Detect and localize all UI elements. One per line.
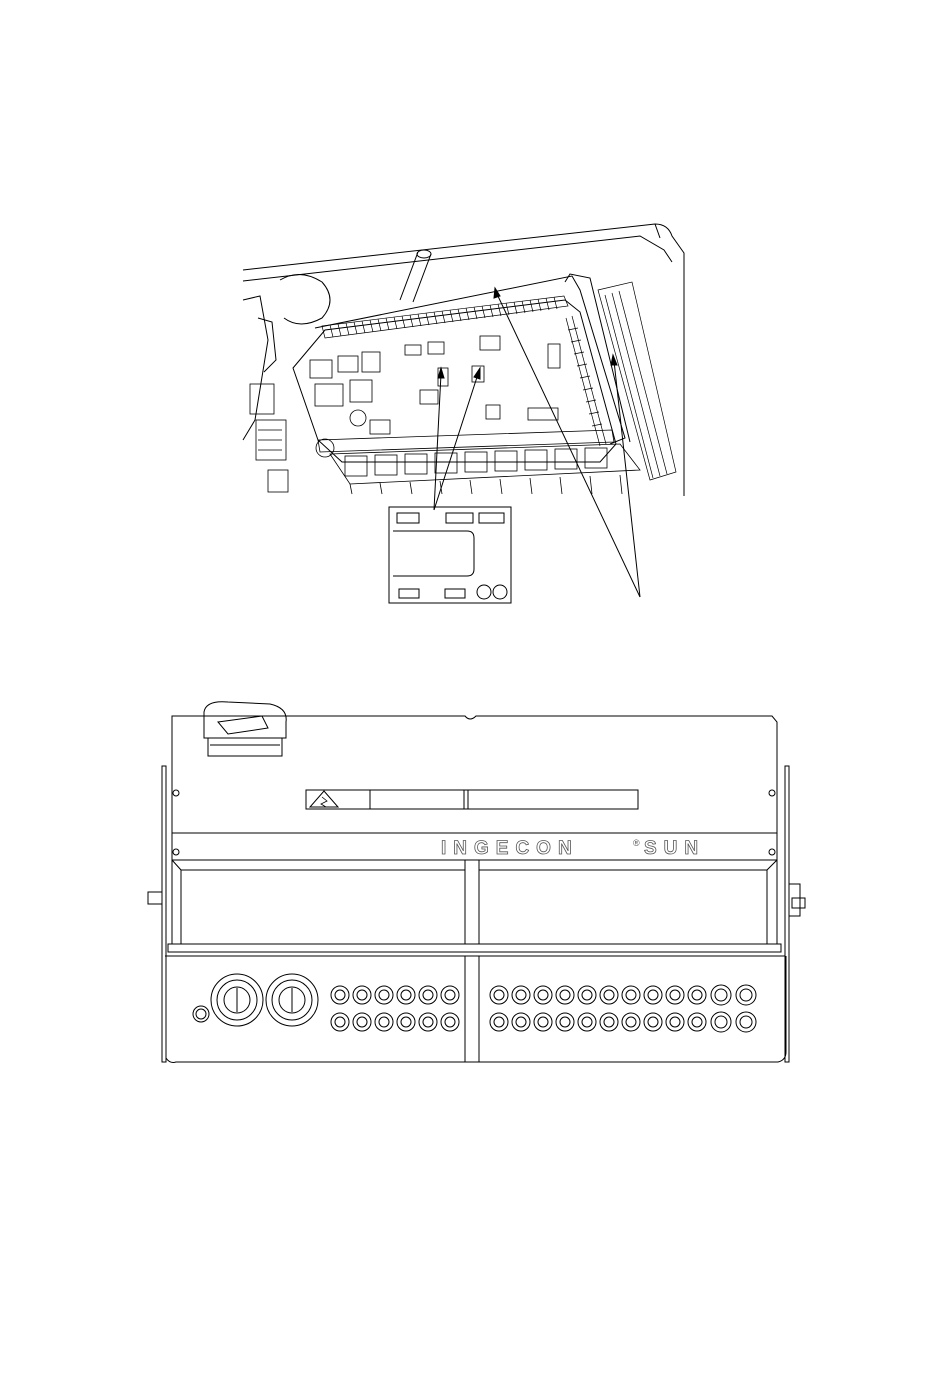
warning-label bbox=[306, 790, 638, 809]
rotary-switch bbox=[204, 702, 286, 756]
small-glands-left bbox=[331, 986, 459, 1031]
heatsink-right bbox=[566, 282, 676, 480]
gland-section bbox=[166, 956, 786, 1063]
brand-suffix: SUN bbox=[644, 838, 706, 859]
large-glands bbox=[211, 974, 318, 1026]
circuit-board-illustration bbox=[243, 224, 684, 496]
panel-left bbox=[172, 860, 181, 944]
small-glands-right bbox=[490, 985, 756, 1032]
enclosure-body bbox=[172, 716, 777, 833]
rod bbox=[400, 252, 431, 302]
brand-mark: ® bbox=[633, 838, 640, 848]
component-detail-inset bbox=[389, 507, 511, 603]
inverter-enclosure-front-view bbox=[148, 702, 805, 1063]
roller bbox=[280, 274, 330, 324]
heatsink-top bbox=[322, 296, 568, 338]
frame-bracket bbox=[315, 276, 625, 444]
enclosure-lid bbox=[243, 224, 684, 496]
terminal-block bbox=[250, 384, 288, 492]
brand-name: INGECON bbox=[441, 838, 579, 859]
rod-end bbox=[417, 250, 431, 258]
enclosure-lid-inner bbox=[243, 236, 672, 281]
panel-right bbox=[479, 870, 767, 944]
